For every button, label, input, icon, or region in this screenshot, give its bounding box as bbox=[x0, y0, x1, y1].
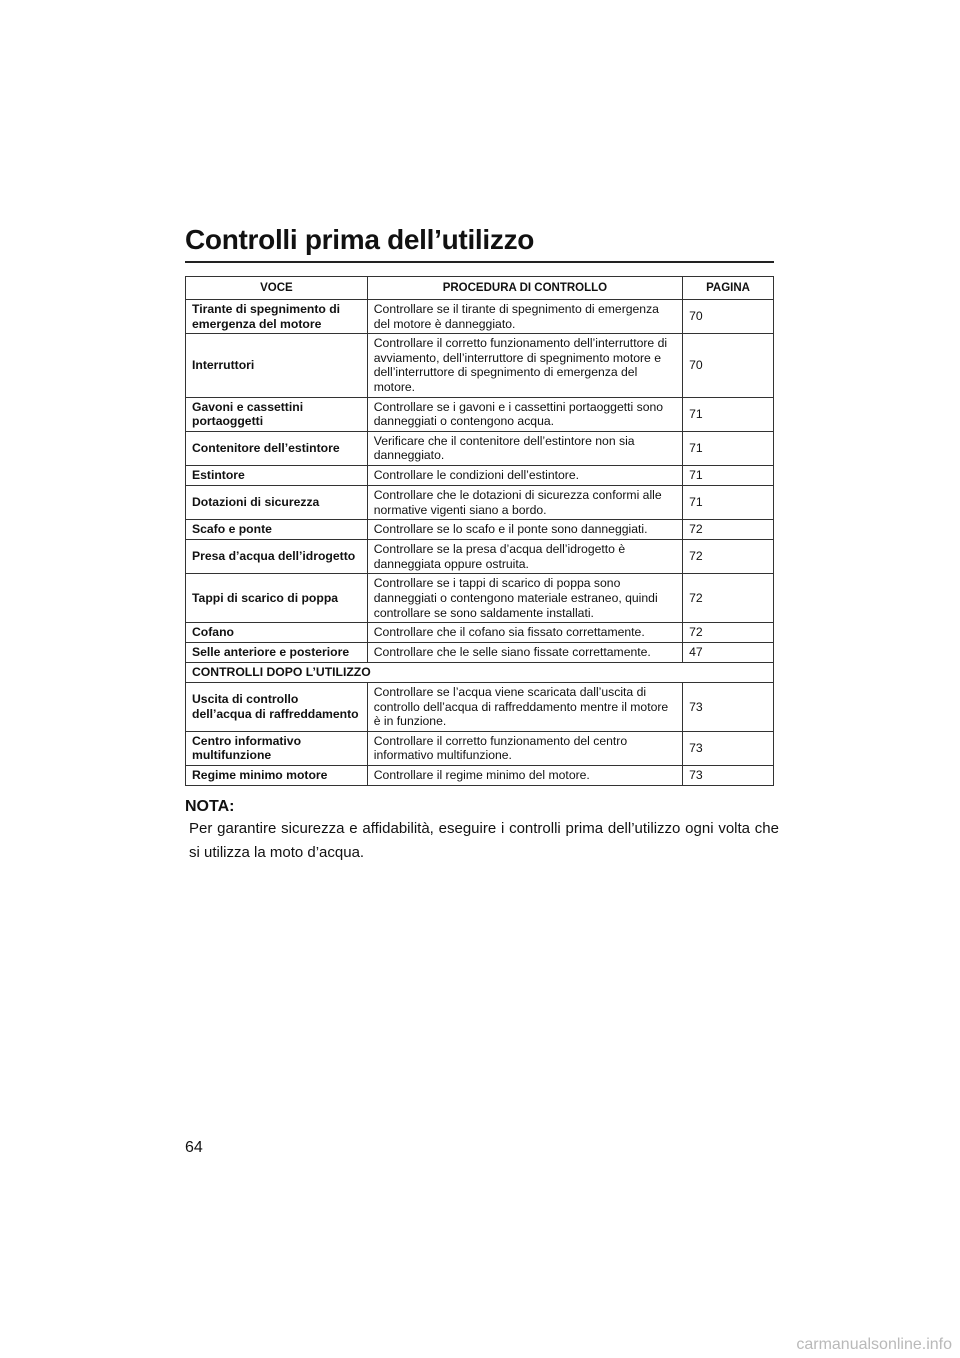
section-heading: CONTROLLI DOPO L’UTILIZZO bbox=[186, 663, 774, 683]
item-cell: Cofano bbox=[186, 623, 368, 643]
page-cell: 71 bbox=[683, 397, 774, 431]
table-row bbox=[186, 300, 774, 334]
item-cell: Contenitore dell’estintore bbox=[186, 431, 368, 465]
item-cell: Selle anteriore e posteriore bbox=[186, 643, 368, 663]
procedure-cell: Controllare che le dotazioni di sicurezza conformi alle normative vigenti siano a bordo. bbox=[367, 485, 682, 519]
procedure-cell: Controllare le condizioni dell’estintore. bbox=[367, 465, 682, 485]
page-cell: 73 bbox=[683, 766, 774, 786]
column-header-page: PAGINA bbox=[683, 277, 774, 300]
table-row bbox=[186, 431, 774, 465]
procedure-cell: Controllare se i tappi di scarico di poppa sono danneggiati o contengono materiale estraneo, quindi controllare se sono saldamente installati. bbox=[367, 574, 682, 623]
item-cell: Estintore bbox=[186, 465, 368, 485]
table-row bbox=[186, 520, 774, 540]
item-cell: Uscita di controllo dell’acqua di raffreddamento bbox=[186, 683, 368, 732]
table-row bbox=[186, 540, 774, 574]
table-row bbox=[186, 485, 774, 519]
table-row bbox=[186, 465, 774, 485]
item-cell: Tirante di spegnimento di emergenza del motore bbox=[186, 300, 368, 334]
page-cell: 73 bbox=[683, 731, 774, 765]
item-cell: Centro informativo multifunzione bbox=[186, 731, 368, 765]
page-cell: 72 bbox=[683, 623, 774, 643]
table-row bbox=[186, 683, 774, 732]
procedure-cell: Controllare che il cofano sia fissato correttamente. bbox=[367, 623, 682, 643]
column-header-item: VOCE bbox=[186, 277, 368, 300]
page-cell: 70 bbox=[683, 300, 774, 334]
procedure-cell: Controllare se i gavoni e i cassettini portaoggetti sono danneggiati o contengono acqua. bbox=[367, 397, 682, 431]
checks-table bbox=[185, 276, 774, 786]
item-cell: Tappi di scarico di poppa bbox=[186, 574, 368, 623]
item-cell: Gavoni e cassettini portaoggetti bbox=[186, 397, 368, 431]
procedure-cell: Controllare che le selle siano fissate correttamente. bbox=[367, 643, 682, 663]
table-row bbox=[186, 731, 774, 765]
procedure-cell: Controllare il corretto funzionamento dell’interruttore di avviamento, dell’interruttore di spegnimento motore e dell’interruttore di spegnimento di emergenza del motore. bbox=[367, 334, 682, 397]
page-cell: 71 bbox=[683, 485, 774, 519]
procedure-cell: Verificare che il contenitore dell’estintore non sia danneggiato. bbox=[367, 431, 682, 465]
procedure-cell: Controllare se lo scafo e il ponte sono danneggiati. bbox=[367, 520, 682, 540]
note-text: Per garantire sicurezza e affidabilità, eseguire i controlli prima dell’utilizzo ogni volta che si utilizza la moto d’acqua. bbox=[189, 820, 779, 861]
page-cell: 72 bbox=[683, 574, 774, 623]
table-row bbox=[186, 574, 774, 623]
page-title: Controlli prima dell’utilizzo bbox=[185, 224, 535, 255]
page-cell: 71 bbox=[683, 431, 774, 465]
note-heading: NOTA: bbox=[185, 798, 235, 815]
page-cell: 70 bbox=[683, 334, 774, 397]
item-cell: Regime minimo motore bbox=[186, 766, 368, 786]
table-row bbox=[186, 766, 774, 786]
page-cell: 73 bbox=[683, 683, 774, 732]
title-divider bbox=[185, 261, 774, 263]
column-header-procedure: PROCEDURA DI CONTROLLO bbox=[367, 277, 682, 300]
table-row bbox=[186, 643, 774, 663]
section-row bbox=[186, 663, 774, 683]
table-row bbox=[186, 334, 774, 397]
watermark: carmanualsonline.info bbox=[796, 1336, 952, 1353]
page-cell: 71 bbox=[683, 465, 774, 485]
table-row bbox=[186, 397, 774, 431]
procedure-cell: Controllare il corretto funzionamento del centro informativo multifunzione. bbox=[367, 731, 682, 765]
page-cell: 72 bbox=[683, 520, 774, 540]
table-row bbox=[186, 623, 774, 643]
procedure-cell: Controllare se l’acqua viene scaricata dall’uscita di controllo dell’acqua di raffreddamento mentre il motore è in funzione. bbox=[367, 683, 682, 732]
page-number: 64 bbox=[185, 1139, 203, 1156]
item-cell: Dotazioni di sicurezza bbox=[186, 485, 368, 519]
item-cell: Presa d’acqua dell’idrogetto bbox=[186, 540, 368, 574]
table-header-row bbox=[186, 277, 774, 300]
item-cell: Scafo e ponte bbox=[186, 520, 368, 540]
procedure-cell: Controllare se il tirante di spegnimento di emergenza del motore è danneggiato. bbox=[367, 300, 682, 334]
page-cell: 72 bbox=[683, 540, 774, 574]
procedure-cell: Controllare il regime minimo del motore. bbox=[367, 766, 682, 786]
procedure-cell: Controllare se la presa d’acqua dell’idrogetto è danneggiata oppure ostruita. bbox=[367, 540, 682, 574]
item-cell: Interruttori bbox=[186, 334, 368, 397]
page-cell: 47 bbox=[683, 643, 774, 663]
